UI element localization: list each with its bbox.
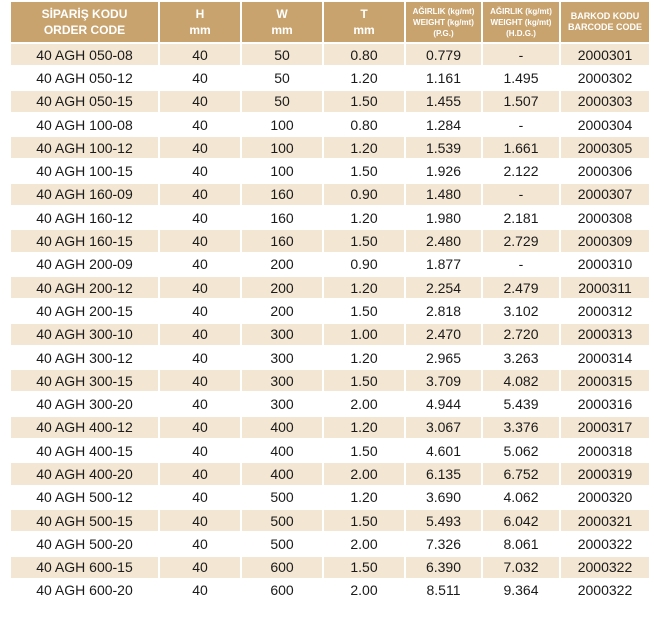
w-cell: 300 (242, 324, 322, 345)
order-code-cell: 40 AGH 500-12 (11, 487, 158, 508)
w-cell: 500 (242, 487, 322, 508)
barcode-cell: 2000312 (561, 300, 649, 321)
order-code-cell: 40 AGH 500-15 (11, 510, 158, 531)
h-cell: 40 (160, 230, 240, 251)
table-header (11, 2, 649, 42)
h-cell: 40 (160, 91, 240, 112)
weight-pg-cell: 8.511 (406, 580, 481, 601)
t-cell: 1.20 (324, 207, 404, 228)
weight-hdg-cell: 5.062 (483, 440, 559, 461)
weight-pg-cell: 2.965 (406, 347, 481, 368)
weight-pg-cell: 3.067 (406, 417, 481, 438)
table-row (11, 487, 649, 508)
h-cell: 40 (160, 137, 240, 158)
order-code-cell: 40 AGH 200-15 (11, 300, 158, 321)
t-cell: 1.20 (324, 67, 404, 88)
weight-pg-cell: 1.877 (406, 254, 481, 275)
w-cell: 160 (242, 184, 322, 205)
barcode-cell: 2000309 (561, 230, 649, 251)
w-cell: 50 (242, 67, 322, 88)
h-cell: 40 (160, 580, 240, 601)
barcode-cell: 2000315 (561, 370, 649, 391)
weight-pg-cell: 1.161 (406, 67, 481, 88)
h-cell: 40 (160, 417, 240, 438)
table-row (11, 463, 649, 484)
order-code-cell: 40 AGH 160-09 (11, 184, 158, 205)
barcode-cell: 2000305 (561, 137, 649, 158)
order-code-cell: 40 AGH 300-10 (11, 324, 158, 345)
w-cell: 500 (242, 510, 322, 531)
w-cell: 50 (242, 91, 322, 112)
t-cell: 1.50 (324, 510, 404, 531)
table-row (11, 137, 649, 158)
weight-pg-cell: 1.926 (406, 160, 481, 181)
w-cell: 400 (242, 463, 322, 484)
t-cell: 1.50 (324, 370, 404, 391)
barcode-cell: 2000319 (561, 463, 649, 484)
t-cell: 1.50 (324, 557, 404, 578)
order-code-cell: 40 AGH 200-12 (11, 277, 158, 298)
barcode-cell: 2000310 (561, 254, 649, 275)
w-cell: 200 (242, 277, 322, 298)
h-cell: 40 (160, 114, 240, 135)
weight-hdg-cell: - (483, 254, 559, 275)
barcode-cell: 2000313 (561, 324, 649, 345)
h-cell: 40 (160, 254, 240, 275)
header-weight-pg: AĞIRLIK (kg/mt) WEIGHT (kg/mt) (P.G.) (406, 2, 481, 42)
weight-pg-cell: 2.470 (406, 324, 481, 345)
h-cell: 40 (160, 533, 240, 554)
weight-pg-cell: 0.779 (406, 44, 481, 65)
h-cell: 40 (160, 393, 240, 414)
weight-pg-cell: 2.818 (406, 300, 481, 321)
barcode-cell: 2000322 (561, 557, 649, 578)
order-code-cell: 40 AGH 300-20 (11, 393, 158, 414)
weight-pg-cell: 6.135 (406, 463, 481, 484)
t-cell: 1.20 (324, 417, 404, 438)
order-code-cell: 40 AGH 100-15 (11, 160, 158, 181)
barcode-cell: 2000304 (561, 114, 649, 135)
w-cell: 300 (242, 370, 322, 391)
table-row (11, 370, 649, 391)
w-cell: 400 (242, 440, 322, 461)
order-code-cell: 40 AGH 050-15 (11, 91, 158, 112)
header-w: W mm (242, 2, 322, 42)
header-order-code: SİPARİŞ KODU ORDER CODE (11, 2, 158, 42)
t-cell: 1.50 (324, 440, 404, 461)
weight-hdg-cell: 4.062 (483, 487, 559, 508)
barcode-cell: 2000311 (561, 277, 649, 298)
order-code-cell: 40 AGH 160-12 (11, 207, 158, 228)
order-code-cell: 40 AGH 200-09 (11, 254, 158, 275)
order-code-cell: 40 AGH 600-15 (11, 557, 158, 578)
header-t: T mm (324, 2, 404, 42)
table-row (11, 347, 649, 368)
weight-pg-cell: 3.690 (406, 487, 481, 508)
barcode-cell: 2000321 (561, 510, 649, 531)
barcode-cell: 2000316 (561, 393, 649, 414)
header-weight-hdg: AĞIRLIK (kg/mt) WEIGHT (kg/mt) (H.D.G.) (483, 2, 559, 42)
barcode-cell: 2000303 (561, 91, 649, 112)
t-cell: 0.90 (324, 254, 404, 275)
weight-hdg-cell: - (483, 184, 559, 205)
table-row (11, 533, 649, 554)
table-row (11, 44, 649, 65)
weight-pg-cell: 1.284 (406, 114, 481, 135)
order-code-cell: 40 AGH 100-12 (11, 137, 158, 158)
w-cell: 100 (242, 137, 322, 158)
t-cell: 1.20 (324, 487, 404, 508)
table-row (11, 510, 649, 531)
table-row (11, 557, 649, 578)
barcode-cell: 2000308 (561, 207, 649, 228)
w-cell: 160 (242, 207, 322, 228)
order-code-cell: 40 AGH 100-08 (11, 114, 158, 135)
weight-pg-cell: 2.480 (406, 230, 481, 251)
weight-hdg-cell: 6.752 (483, 463, 559, 484)
table-body (11, 44, 649, 601)
h-cell: 40 (160, 184, 240, 205)
t-cell: 2.00 (324, 463, 404, 484)
table-row (11, 184, 649, 205)
h-cell: 40 (160, 277, 240, 298)
weight-hdg-cell: - (483, 114, 559, 135)
table-row (11, 277, 649, 298)
weight-pg-cell: 5.493 (406, 510, 481, 531)
barcode-cell: 2000314 (561, 347, 649, 368)
t-cell: 0.80 (324, 114, 404, 135)
barcode-cell: 2000317 (561, 417, 649, 438)
h-cell: 40 (160, 510, 240, 531)
t-cell: 1.20 (324, 347, 404, 368)
table-row (11, 230, 649, 251)
w-cell: 200 (242, 254, 322, 275)
weight-pg-cell: 4.944 (406, 393, 481, 414)
h-cell: 40 (160, 487, 240, 508)
w-cell: 300 (242, 347, 322, 368)
t-cell: 1.50 (324, 230, 404, 251)
barcode-cell: 2000322 (561, 580, 649, 601)
t-cell: 2.00 (324, 393, 404, 414)
h-cell: 40 (160, 160, 240, 181)
w-cell: 100 (242, 114, 322, 135)
w-cell: 50 (242, 44, 322, 65)
h-cell: 40 (160, 44, 240, 65)
weight-hdg-cell: 2.479 (483, 277, 559, 298)
w-cell: 600 (242, 580, 322, 601)
t-cell: 1.50 (324, 300, 404, 321)
order-code-cell: 40 AGH 400-15 (11, 440, 158, 461)
header-row (11, 2, 649, 42)
h-cell: 40 (160, 440, 240, 461)
weight-hdg-cell: 1.661 (483, 137, 559, 158)
w-cell: 200 (242, 300, 322, 321)
weight-hdg-cell: 4.082 (483, 370, 559, 391)
weight-pg-cell: 6.390 (406, 557, 481, 578)
t-cell: 0.80 (324, 44, 404, 65)
t-cell: 1.50 (324, 160, 404, 181)
weight-hdg-cell: - (483, 44, 559, 65)
h-cell: 40 (160, 324, 240, 345)
w-cell: 500 (242, 533, 322, 554)
w-cell: 100 (242, 160, 322, 181)
weight-pg-cell: 1.455 (406, 91, 481, 112)
table-row (11, 91, 649, 112)
barcode-cell: 2000306 (561, 160, 649, 181)
t-cell: 1.20 (324, 277, 404, 298)
table-row (11, 254, 649, 275)
weight-hdg-cell: 8.061 (483, 533, 559, 554)
barcode-cell: 2000307 (561, 184, 649, 205)
weight-pg-cell: 3.709 (406, 370, 481, 391)
h-cell: 40 (160, 300, 240, 321)
weight-hdg-cell: 7.032 (483, 557, 559, 578)
weight-pg-cell: 2.254 (406, 277, 481, 298)
order-code-cell: 40 AGH 300-12 (11, 347, 158, 368)
barcode-cell: 2000322 (561, 533, 649, 554)
w-cell: 400 (242, 417, 322, 438)
table-row (11, 207, 649, 228)
table-row (11, 160, 649, 181)
weight-hdg-cell: 2.181 (483, 207, 559, 228)
order-code-cell: 40 AGH 160-15 (11, 230, 158, 251)
weight-pg-cell: 1.480 (406, 184, 481, 205)
w-cell: 300 (242, 393, 322, 414)
weight-hdg-cell: 1.507 (483, 91, 559, 112)
h-cell: 40 (160, 207, 240, 228)
table-row (11, 300, 649, 321)
header-h: H mm (160, 2, 240, 42)
weight-hdg-cell: 2.729 (483, 230, 559, 251)
order-code-cell: 40 AGH 400-12 (11, 417, 158, 438)
barcode-cell: 2000302 (561, 67, 649, 88)
weight-hdg-cell: 1.495 (483, 67, 559, 88)
w-cell: 600 (242, 557, 322, 578)
weight-hdg-cell: 3.263 (483, 347, 559, 368)
order-code-cell: 40 AGH 300-15 (11, 370, 158, 391)
w-cell: 160 (242, 230, 322, 251)
weight-hdg-cell: 6.042 (483, 510, 559, 531)
weight-hdg-cell: 5.439 (483, 393, 559, 414)
weight-hdg-cell: 2.122 (483, 160, 559, 181)
barcode-cell: 2000320 (561, 487, 649, 508)
h-cell: 40 (160, 463, 240, 484)
header-barcode: BARKOD KODU BARCODE CODE (561, 2, 649, 42)
weight-hdg-cell: 2.720 (483, 324, 559, 345)
order-code-cell: 40 AGH 400-20 (11, 463, 158, 484)
h-cell: 40 (160, 67, 240, 88)
weight-hdg-cell: 3.102 (483, 300, 559, 321)
order-code-cell: 40 AGH 050-12 (11, 67, 158, 88)
weight-pg-cell: 4.601 (406, 440, 481, 461)
table-row (11, 114, 649, 135)
h-cell: 40 (160, 347, 240, 368)
h-cell: 40 (160, 557, 240, 578)
t-cell: 1.00 (324, 324, 404, 345)
weight-pg-cell: 1.980 (406, 207, 481, 228)
table-row (11, 580, 649, 601)
table-row (11, 67, 649, 88)
h-cell: 40 (160, 370, 240, 391)
weight-hdg-cell: 3.376 (483, 417, 559, 438)
table-row (11, 324, 649, 345)
t-cell: 0.90 (324, 184, 404, 205)
order-code-cell: 40 AGH 600-20 (11, 580, 158, 601)
t-cell: 2.00 (324, 580, 404, 601)
product-spec-table (9, 0, 651, 603)
t-cell: 1.20 (324, 137, 404, 158)
barcode-cell: 2000318 (561, 440, 649, 461)
weight-pg-cell: 7.326 (406, 533, 481, 554)
table-row (11, 393, 649, 414)
weight-hdg-cell: 9.364 (483, 580, 559, 601)
order-code-cell: 40 AGH 500-20 (11, 533, 158, 554)
order-code-cell: 40 AGH 050-08 (11, 44, 158, 65)
t-cell: 2.00 (324, 533, 404, 554)
barcode-cell: 2000301 (561, 44, 649, 65)
table-row (11, 440, 649, 461)
t-cell: 1.50 (324, 91, 404, 112)
table-row (11, 417, 649, 438)
weight-pg-cell: 1.539 (406, 137, 481, 158)
